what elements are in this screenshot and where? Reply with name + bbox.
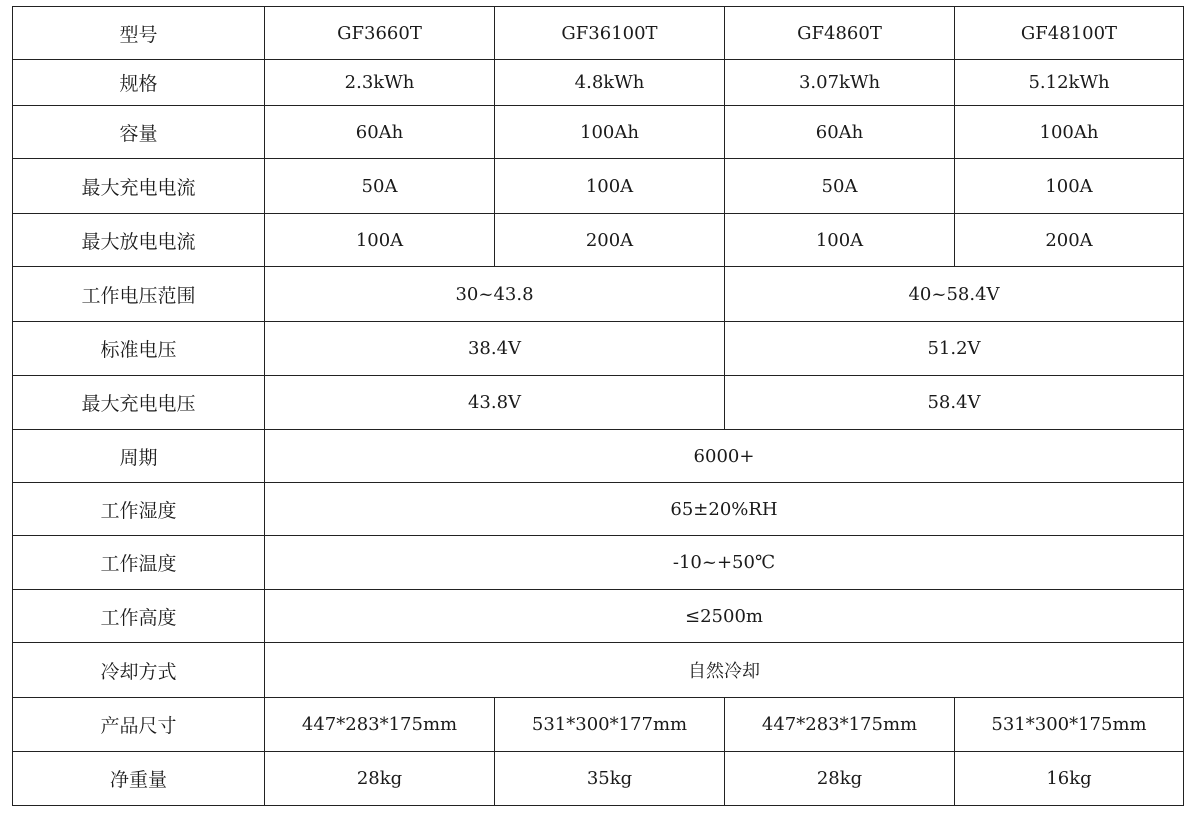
cell-net-weight-3: 28kg bbox=[725, 752, 955, 806]
cell-altitude: ≤2500m bbox=[265, 590, 1184, 643]
row-label-dimensions: 产品尺寸 bbox=[13, 698, 265, 752]
cell-cooling: 自然冷却 bbox=[265, 643, 1184, 698]
cell-net-weight-1: 28kg bbox=[265, 752, 495, 806]
cell-max-charge-voltage-36v: 43.8V bbox=[265, 376, 725, 430]
cell-max-charge-current-2: 100A bbox=[495, 159, 725, 214]
row-label-capacity: 容量 bbox=[13, 106, 265, 159]
cell-voltage-range-36v: 30~43.8 bbox=[265, 267, 725, 322]
row-label-model: 型号 bbox=[13, 7, 265, 60]
cell-capacity-3: 60Ah bbox=[725, 106, 955, 159]
row-label-temperature: 工作温度 bbox=[13, 536, 265, 590]
table-row-cooling bbox=[13, 643, 1184, 698]
cell-max-charge-voltage-48v: 58.4V bbox=[725, 376, 1184, 430]
row-label-cooling: 冷却方式 bbox=[13, 643, 265, 698]
table-row-max-discharge-current bbox=[13, 214, 1184, 267]
cell-max-charge-current-4: 100A bbox=[955, 159, 1184, 214]
cell-nominal-voltage-48v: 51.2V bbox=[725, 322, 1184, 376]
cell-max-discharge-current-1: 100A bbox=[265, 214, 495, 267]
cell-net-weight-2: 35kg bbox=[495, 752, 725, 806]
cell-spec-2: 4.8kWh bbox=[495, 60, 725, 106]
table-row-max-charge-current bbox=[13, 159, 1184, 214]
table-row-max-charge-voltage bbox=[13, 376, 1184, 430]
row-label-max-charge-voltage: 最大充电电压 bbox=[13, 376, 265, 430]
table-row-humidity bbox=[13, 483, 1184, 536]
table-row-dimensions bbox=[13, 698, 1184, 752]
row-label-net-weight: 净重量 bbox=[13, 752, 265, 806]
row-label-voltage-range: 工作电压范围 bbox=[13, 267, 265, 322]
cell-model-gf48100t: GF48100T bbox=[955, 7, 1184, 60]
cell-max-discharge-current-4: 200A bbox=[955, 214, 1184, 267]
table-row-cycle bbox=[13, 430, 1184, 483]
cell-nominal-voltage-36v: 38.4V bbox=[265, 322, 725, 376]
table-row-nominal-voltage bbox=[13, 322, 1184, 376]
cell-capacity-4: 100Ah bbox=[955, 106, 1184, 159]
row-label-altitude: 工作高度 bbox=[13, 590, 265, 643]
row-label-humidity: 工作湿度 bbox=[13, 483, 265, 536]
cell-dimensions-4: 531*300*175mm bbox=[955, 698, 1184, 752]
row-label-cycle: 周期 bbox=[13, 430, 265, 483]
cell-voltage-range-48v: 40~58.4V bbox=[725, 267, 1184, 322]
cell-model-gf4860t: GF4860T bbox=[725, 7, 955, 60]
cell-model-gf36100t: GF36100T bbox=[495, 7, 725, 60]
cell-capacity-1: 60Ah bbox=[265, 106, 495, 159]
cell-humidity: 65±20%RH bbox=[265, 483, 1184, 536]
table-row-spec bbox=[13, 60, 1184, 106]
cell-dimensions-1: 447*283*175mm bbox=[265, 698, 495, 752]
row-label-max-discharge-current: 最大放电电流 bbox=[13, 214, 265, 267]
cell-spec-4: 5.12kWh bbox=[955, 60, 1184, 106]
cell-max-charge-current-3: 50A bbox=[725, 159, 955, 214]
cell-temperature: -10~+50℃ bbox=[265, 536, 1184, 590]
row-label-nominal-voltage: 标准电压 bbox=[13, 322, 265, 376]
cell-dimensions-3: 447*283*175mm bbox=[725, 698, 955, 752]
cell-spec-3: 3.07kWh bbox=[725, 60, 955, 106]
cell-dimensions-2: 531*300*177mm bbox=[495, 698, 725, 752]
row-label-max-charge-current: 最大充电电流 bbox=[13, 159, 265, 214]
cell-net-weight-4: 16kg bbox=[955, 752, 1184, 806]
table-row-capacity bbox=[13, 106, 1184, 159]
cell-capacity-2: 100Ah bbox=[495, 106, 725, 159]
cell-model-gf3660t: GF3660T bbox=[265, 7, 495, 60]
table-row-net-weight bbox=[13, 752, 1184, 806]
cell-max-discharge-current-3: 100A bbox=[725, 214, 955, 267]
table-row-model bbox=[13, 7, 1184, 60]
cell-max-charge-current-1: 50A bbox=[265, 159, 495, 214]
cell-spec-1: 2.3kWh bbox=[265, 60, 495, 106]
battery-spec-table bbox=[12, 6, 1184, 806]
table-row-voltage-range bbox=[13, 267, 1184, 322]
row-label-spec: 规格 bbox=[13, 60, 265, 106]
table-row-temperature bbox=[13, 536, 1184, 590]
cell-cycle: 6000+ bbox=[265, 430, 1184, 483]
table-row-altitude bbox=[13, 590, 1184, 643]
cell-max-discharge-current-2: 200A bbox=[495, 214, 725, 267]
